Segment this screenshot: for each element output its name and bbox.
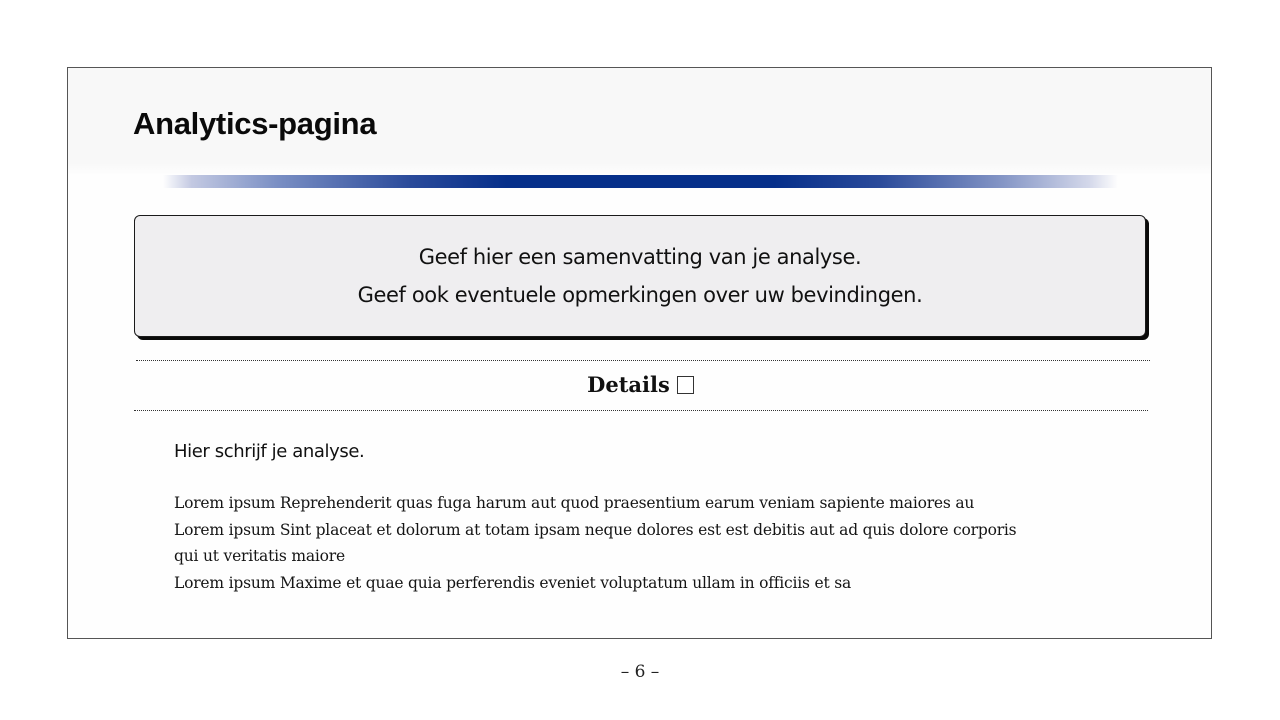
body-line: Lorem ipsum Reprehenderit quas fuga harum aut quod praesentium earum veniam sapiente maiores au: [174, 494, 975, 512]
details-heading: [68, 372, 1212, 397]
analysis-body: [174, 490, 1094, 596]
summary-box: [134, 215, 1146, 337]
summary-line-2: Geef ook eventuele opmerkingen over uw bevindingen.: [357, 283, 923, 307]
details-heading-label: Details: [587, 372, 670, 397]
body-line: Lorem ipsum Maxime et quae quia perferendis eveniet voluptatum ullam in officiis et sa: [174, 573, 852, 592]
body-line: Lorem ipsum Sint placeat et dolorum at totam ipsam neque dolores est est debitis aut ad quis dolore corporis: [174, 520, 1017, 539]
title-gradient-rule: [163, 175, 1118, 188]
slide-page: [67, 67, 1212, 639]
analysis-intro: Hier schrijf je analyse.: [174, 441, 365, 462]
page-title: Analytics-pagina: [133, 106, 377, 141]
details-bottom-divider: [134, 410, 1148, 411]
body-line: qui ut veritatis maiore: [174, 547, 345, 565]
empty-square-icon[interactable]: [677, 376, 694, 394]
details-top-divider: [136, 360, 1150, 361]
summary-line-1: Geef hier een samenvatting van je analyse.: [418, 245, 862, 269]
page-number: – 6 –: [620, 662, 660, 682]
